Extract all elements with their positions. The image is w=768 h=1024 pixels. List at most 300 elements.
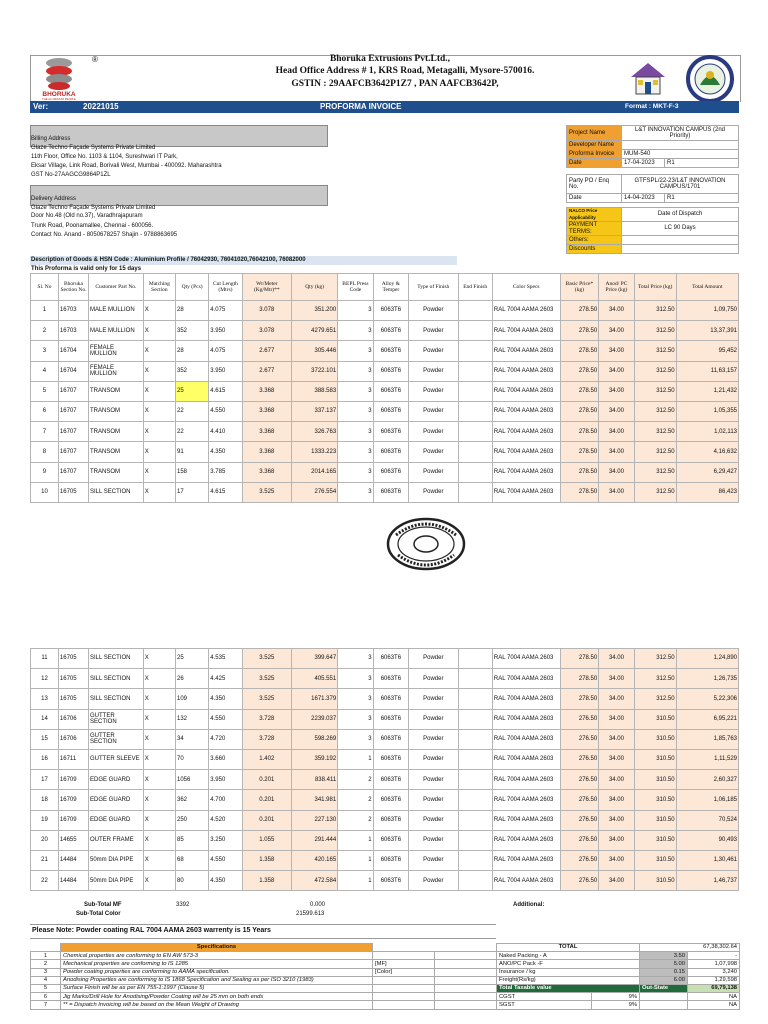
cell-color-specs: RAL 7004 AAMA 2603 xyxy=(492,830,560,850)
cell-basic-price: 276.50 xyxy=(560,770,599,790)
cell-qty-pcs: 26 xyxy=(176,669,209,689)
delivery-line: Door No.48 (Old no.37), Varadhrajapuram xyxy=(31,213,143,219)
cell-customer-part-no: TRANSOM xyxy=(89,442,144,462)
cell-qty-kg: 1333.223 xyxy=(292,442,338,462)
table-row xyxy=(31,381,739,401)
cell-press-code: 3 xyxy=(338,301,373,321)
cell-finish-type: Powder xyxy=(409,482,458,502)
cell-end-finish xyxy=(458,770,492,790)
outstate-label: Out-State xyxy=(640,984,688,992)
cell-section-no: 16703 xyxy=(58,321,88,341)
cell-total-price: 312.50 xyxy=(634,341,676,361)
cell-anod-pc-price: 34.00 xyxy=(599,649,634,669)
column-header-wt-per-meter: Wt/Meter (Kg/Mtr)** xyxy=(242,274,291,301)
cell-alloy-temper: 6063T6 xyxy=(373,381,408,401)
cell-wt-per-meter: 3.525 xyxy=(242,649,291,669)
cell-wt-per-meter: 1.402 xyxy=(242,749,291,769)
cell-section-no: 16705 xyxy=(58,649,88,669)
spec-number: 7 xyxy=(31,1001,61,1009)
cell-finish-type: Powder xyxy=(409,649,458,669)
cell-matching-section: X xyxy=(143,810,175,830)
proforma-invoice-label: Proforma Invoice xyxy=(567,150,622,159)
cell-press-code: 1 xyxy=(338,871,373,891)
payment-terms-label: PAYMENT TERMS: xyxy=(567,222,622,236)
cell-total-price: 312.50 xyxy=(634,649,676,669)
cgst-rate: 9% xyxy=(592,993,640,1001)
cell-total-amount: 2,60,327 xyxy=(676,770,738,790)
cell-matching-section: X xyxy=(143,790,175,810)
cell-qty-kg: 227.130 xyxy=(292,810,338,830)
cell-qty-kg: 838.411 xyxy=(292,770,338,790)
cell-section-no: 16705 xyxy=(58,669,88,689)
cell-anod-pc-price: 34.00 xyxy=(599,482,634,502)
cell-customer-part-no: SILL SECTION xyxy=(89,482,144,502)
cell-section-no: 16704 xyxy=(58,341,88,361)
cell-qty-kg: 291.444 xyxy=(292,830,338,850)
cell-basic-price: 278.50 xyxy=(560,462,599,482)
cell-finish-type: Powder xyxy=(409,709,458,729)
cell-finish-type: Powder xyxy=(409,790,458,810)
cell-basic-price: 278.50 xyxy=(560,361,599,381)
cell-color-specs: RAL 7004 AAMA 2603 xyxy=(492,361,560,381)
goods-description: Description of Goods & HSN Code : Aluminium Profile / 76042930, 76041020,76042100, 76082000 xyxy=(31,257,306,263)
items-table-part2 xyxy=(30,648,739,891)
cell-qty-kg: 2014.165 xyxy=(292,462,338,482)
cell-wt-per-meter: 3.368 xyxy=(242,401,291,421)
column-header-end-finish: End Finish xyxy=(458,274,492,301)
charge-label: Naked Packing - A xyxy=(497,952,640,960)
cell-alloy-temper: 6063T6 xyxy=(373,689,408,709)
cell-total-amount: 1,11,529 xyxy=(676,749,738,769)
spec-text: Anodising Properties are conforming to IS 1868 Specification and Sealing as per ISO 3210 (1983) xyxy=(61,976,373,984)
column-header-basic-price: Basic Price* (kg) xyxy=(560,274,599,301)
cell-matching-section: X xyxy=(143,341,175,361)
cell-basic-price: 278.50 xyxy=(560,442,599,462)
cell-matching-section: X xyxy=(143,871,175,891)
delivery-line: Trunk Road, Poonamallee, Chennai - 600056. xyxy=(31,223,154,229)
table-row xyxy=(31,810,739,830)
logo-tagline: THE ALUMINIUM PEOPLE xyxy=(42,97,76,101)
cell-total-amount: 86,423 xyxy=(676,482,738,502)
cell-cut-length: 4.550 xyxy=(209,401,242,421)
specifications-table xyxy=(30,943,497,1010)
cell-press-code: 1 xyxy=(338,850,373,870)
cell-cut-length: 3.250 xyxy=(209,830,242,850)
cell-end-finish xyxy=(458,321,492,341)
cell-qty-pcs: 22 xyxy=(176,422,209,442)
cell-section-no: 16706 xyxy=(58,709,88,729)
cell-matching-section: X xyxy=(143,850,175,870)
cell-color-specs: RAL 7004 AAMA 2603 xyxy=(492,442,560,462)
cell-wt-per-meter: 2.677 xyxy=(242,361,291,381)
cell-total-amount: 1,21,432 xyxy=(676,381,738,401)
cell-customer-part-no: TRANSOM xyxy=(89,462,144,482)
cgst-label: CGST xyxy=(497,993,592,1001)
cell-customer-part-no: 50mm DIA PIPE xyxy=(89,871,144,891)
cell-press-code: 3 xyxy=(338,401,373,421)
company-name: Bhoruka Extrusions Pvt.Ltd., xyxy=(329,54,451,64)
column-header-sl-no: Sl. No xyxy=(31,274,59,301)
billing-line: Eksar Village, Link Road, Borivali West, Mumbai - 400092. Maharashtra xyxy=(31,163,222,169)
cell-wt-per-meter: 3.078 xyxy=(242,301,291,321)
table-row xyxy=(31,482,739,502)
cell-alloy-temper: 6063T6 xyxy=(373,790,408,810)
cell-wt-per-meter: 0.201 xyxy=(242,790,291,810)
spec-text: Jig Marks/Drill Hole for Anodising/Powder Coating will be 25 mm on both ends xyxy=(61,993,373,1001)
cell-end-finish xyxy=(458,341,492,361)
cell-cut-length: 4.425 xyxy=(209,669,242,689)
taxable-label: Total Taxable value xyxy=(497,984,640,992)
cell-basic-price: 276.50 xyxy=(560,709,599,729)
invoice-date-value: 17-04-2023 xyxy=(622,159,665,168)
cell-cut-length: 3.785 xyxy=(209,462,242,482)
cell-alloy-temper: 6063T6 xyxy=(373,321,408,341)
cell-matching-section: X xyxy=(143,669,175,689)
version-value: 20221015 xyxy=(83,102,119,111)
invoice-title-bar xyxy=(30,101,739,113)
cell-total-amount: 11,63,157 xyxy=(676,361,738,381)
cell-anod-pc-price: 34.00 xyxy=(599,689,634,709)
cell-anod-pc-price: 34.00 xyxy=(599,321,634,341)
cell-basic-price: 278.50 xyxy=(560,341,599,361)
cell-customer-part-no: TRANSOM xyxy=(89,381,144,401)
cell-color-specs: RAL 7004 AAMA 2603 xyxy=(492,381,560,401)
cell-customer-part-no: GUTTER SLEEVE xyxy=(89,749,144,769)
cell-finish-type: Powder xyxy=(409,422,458,442)
cell-total-price: 312.50 xyxy=(634,321,676,341)
cell-wt-per-meter: 0.201 xyxy=(242,810,291,830)
cell-press-code: 3 xyxy=(338,321,373,341)
cell-qty-pcs: 1056 xyxy=(176,770,209,790)
cell-qty-pcs: 158 xyxy=(176,462,209,482)
cell-total-amount: 4,16,632 xyxy=(676,442,738,462)
cell-alloy-temper: 6063T6 xyxy=(373,749,408,769)
table-row xyxy=(31,749,739,769)
cell-anod-pc-price: 34.00 xyxy=(599,462,634,482)
company-stamp xyxy=(384,515,468,573)
cell-color-specs: RAL 7004 AAMA 2603 xyxy=(492,871,560,891)
cell-qty-kg: 2239.037 xyxy=(292,709,338,729)
table-row xyxy=(31,321,739,341)
cell-section-no: 14655 xyxy=(58,830,88,850)
cell-qty-kg: 305.446 xyxy=(292,341,338,361)
cell-total-price: 312.50 xyxy=(634,669,676,689)
cell-wt-per-meter: 0.201 xyxy=(242,770,291,790)
cell-alloy-temper: 6063T6 xyxy=(373,462,408,482)
cell-total-price: 312.50 xyxy=(634,422,676,442)
table-row xyxy=(31,422,739,442)
cell-customer-part-no: GUTTER SECTION xyxy=(89,709,144,729)
cell-anod-pc-price: 34.00 xyxy=(599,361,634,381)
cell-matching-section: X xyxy=(143,729,175,749)
cell-anod-pc-price: 34.00 xyxy=(599,871,634,891)
cell-end-finish xyxy=(458,301,492,321)
cell-press-code: 3 xyxy=(338,361,373,381)
cell-sl-no: 6 xyxy=(31,401,59,421)
cell-sl-no: 12 xyxy=(31,669,59,689)
cell-cut-length: 3.950 xyxy=(209,321,242,341)
spec-text: ** = Dispatch Invoicing will be based on the Mean Weight of Drawing xyxy=(61,1001,373,1009)
billing-address-title: Billing Address xyxy=(31,136,71,142)
additional-label: Additional: xyxy=(513,902,545,908)
cell-cut-length: 4.550 xyxy=(209,850,242,870)
cell-press-code: 3 xyxy=(338,729,373,749)
cell-anod-pc-price: 34.00 xyxy=(599,341,634,361)
cell-customer-part-no: 50mm DIA PIPE xyxy=(89,850,144,870)
project-info-table xyxy=(566,125,739,254)
cell-anod-pc-price: 34.00 xyxy=(599,301,634,321)
cell-total-price: 310.50 xyxy=(634,729,676,749)
cell-color-specs: RAL 7004 AAMA 2603 xyxy=(492,689,560,709)
house-emblem-icon xyxy=(628,60,668,100)
cell-wt-per-meter: 3.078 xyxy=(242,321,291,341)
cell-color-specs: RAL 7004 AAMA 2603 xyxy=(492,422,560,442)
total-value: 67,38,302.64 xyxy=(640,944,740,952)
cell-finish-type: Powder xyxy=(409,850,458,870)
cell-total-price: 312.50 xyxy=(634,301,676,321)
cell-total-price: 310.50 xyxy=(634,749,676,769)
cell-alloy-temper: 6063T6 xyxy=(373,729,408,749)
cell-color-specs: RAL 7004 AAMA 2603 xyxy=(492,649,560,669)
cell-sl-no: 20 xyxy=(31,830,59,850)
cell-alloy-temper: 6063T6 xyxy=(373,482,408,502)
cell-qty-kg: 337.137 xyxy=(292,401,338,421)
color-tag: [Color] xyxy=(373,968,435,976)
cell-matching-section: X xyxy=(143,422,175,442)
cell-section-no: 16707 xyxy=(58,381,88,401)
cell-qty-pcs: 362 xyxy=(176,790,209,810)
cell-section-no: 16707 xyxy=(58,442,88,462)
cell-press-code: 3 xyxy=(338,442,373,462)
cell-end-finish xyxy=(458,381,492,401)
cell-basic-price: 278.50 xyxy=(560,422,599,442)
cell-cut-length: 4.520 xyxy=(209,810,242,830)
cell-qty-pcs: 25 xyxy=(176,381,209,401)
cell-total-price: 312.50 xyxy=(634,381,676,401)
spec-number: 1 xyxy=(31,952,61,960)
cell-anod-pc-price: 34.00 xyxy=(599,830,634,850)
cell-press-code: 3 xyxy=(338,689,373,709)
cell-matching-section: X xyxy=(143,301,175,321)
cell-cut-length: 3.660 xyxy=(209,749,242,769)
table-row xyxy=(31,830,739,850)
spec-number: 4 xyxy=(31,976,61,984)
table-row xyxy=(31,341,739,361)
billing-address-header xyxy=(30,125,328,147)
cell-alloy-temper: 6063T6 xyxy=(373,401,408,421)
cell-cut-length: 4.075 xyxy=(209,301,242,321)
company-gstin: GSTIN : 29AAFCB3642P1Z7 , PAN AAFCB3642P, xyxy=(291,79,499,89)
cell-alloy-temper: 6063T6 xyxy=(373,810,408,830)
cell-color-specs: RAL 7004 AAMA 2603 xyxy=(492,709,560,729)
cell-anod-pc-price: 34.00 xyxy=(599,401,634,421)
cell-total-amount: 1,46,737 xyxy=(676,871,738,891)
cell-customer-part-no: SILL SECTION xyxy=(89,689,144,709)
subtotal-mf-kg: 0.000 xyxy=(310,902,326,908)
cell-cut-length: 4.535 xyxy=(209,649,242,669)
cell-total-price: 312.50 xyxy=(634,482,676,502)
cell-qty-pcs: 352 xyxy=(176,361,209,381)
cell-alloy-temper: 6063T6 xyxy=(373,442,408,462)
table-row xyxy=(31,361,739,381)
cell-finish-type: Powder xyxy=(409,689,458,709)
cell-sl-no: 19 xyxy=(31,810,59,830)
cell-qty-pcs: 91 xyxy=(176,442,209,462)
cell-sl-no: 2 xyxy=(31,321,59,341)
cell-total-price: 312.50 xyxy=(634,462,676,482)
cell-section-no: 16705 xyxy=(58,689,88,709)
column-header-anod-pc-price: Anod/ PC Price (kg) xyxy=(599,274,634,301)
cell-alloy-temper: 6063T6 xyxy=(373,871,408,891)
cell-total-amount: 1,06,185 xyxy=(676,790,738,810)
cell-basic-price: 278.50 xyxy=(560,669,599,689)
cell-basic-price: 276.50 xyxy=(560,749,599,769)
cell-press-code: 3 xyxy=(338,462,373,482)
sgst-label: SGST xyxy=(497,1001,592,1009)
cell-anod-pc-price: 34.00 xyxy=(599,422,634,442)
cell-press-code: 3 xyxy=(338,341,373,361)
spec-text: Surface Finish will be as per EN 755-1:1997 (Clause 5) xyxy=(61,984,373,992)
cell-end-finish xyxy=(458,669,492,689)
charge-rate: 5.00 xyxy=(640,960,688,968)
table-row xyxy=(31,729,739,749)
spec-number: 6 xyxy=(31,993,61,1001)
cell-end-finish xyxy=(458,482,492,502)
cell-anod-pc-price: 34.00 xyxy=(599,850,634,870)
cell-color-specs: RAL 7004 AAMA 2603 xyxy=(492,810,560,830)
cell-color-specs: RAL 7004 AAMA 2603 xyxy=(492,482,560,502)
cell-cut-length: 4.615 xyxy=(209,381,242,401)
cell-sl-no: 21 xyxy=(31,850,59,870)
cell-matching-section: X xyxy=(143,361,175,381)
discounts-label: Discounts xyxy=(567,245,622,254)
table-row xyxy=(31,709,739,729)
cell-finish-type: Powder xyxy=(409,729,458,749)
cell-end-finish xyxy=(458,462,492,482)
charge-rate: 3.50 xyxy=(640,952,688,960)
table-row xyxy=(31,850,739,870)
subtotal-color-kg: 21599.613 xyxy=(296,911,325,917)
payment-terms-value: LC 90 Days xyxy=(622,222,739,236)
cell-total-price: 310.50 xyxy=(634,850,676,870)
table-row xyxy=(31,462,739,482)
totals-table xyxy=(496,943,740,1010)
cell-qty-pcs: 28 xyxy=(176,301,209,321)
cell-customer-part-no: OUTER FRAME xyxy=(89,830,144,850)
cell-total-amount: 1,85,763 xyxy=(676,729,738,749)
cell-total-price: 310.50 xyxy=(634,770,676,790)
cell-alloy-temper: 6063T6 xyxy=(373,770,408,790)
cell-wt-per-meter: 3.525 xyxy=(242,482,291,502)
cell-finish-type: Powder xyxy=(409,381,458,401)
cell-finish-type: Powder xyxy=(409,442,458,462)
table-row xyxy=(31,871,739,891)
cell-sl-no: 4 xyxy=(31,361,59,381)
cell-sl-no: 11 xyxy=(31,649,59,669)
cell-sl-no: 9 xyxy=(31,462,59,482)
cell-sl-no: 10 xyxy=(31,482,59,502)
cell-qty-kg: 1671.379 xyxy=(292,689,338,709)
cell-qty-pcs: 352 xyxy=(176,321,209,341)
cell-matching-section: X xyxy=(143,749,175,769)
nalco-label: NALCO Price Applicability xyxy=(567,208,622,222)
cell-matching-section: X xyxy=(143,321,175,341)
table-row xyxy=(31,770,739,790)
column-header-total-amount: Total Amount xyxy=(676,274,738,301)
cell-total-price: 310.50 xyxy=(634,810,676,830)
cell-alloy-temper: 6063T6 xyxy=(373,301,408,321)
cell-qty-kg: 359.192 xyxy=(292,749,338,769)
charge-amount: 1,29,598 xyxy=(688,976,740,984)
cell-press-code: 1 xyxy=(338,830,373,850)
cell-anod-pc-price: 34.00 xyxy=(599,749,634,769)
cell-total-amount: 6,95,221 xyxy=(676,709,738,729)
cell-section-no: 16709 xyxy=(58,770,88,790)
billing-line: Glaze Techno Façade Systems Private Limited xyxy=(31,145,156,151)
cell-total-amount: 1,26,735 xyxy=(676,669,738,689)
cell-finish-type: Powder xyxy=(409,669,458,689)
cell-sl-no: 13 xyxy=(31,689,59,709)
cell-cut-length: 4.615 xyxy=(209,482,242,502)
cell-wt-per-meter: 3.728 xyxy=(242,709,291,729)
mf-tag: [MF] xyxy=(373,960,435,968)
column-header-matching-section: Matching Section xyxy=(143,274,175,301)
charge-amount: 3,240 xyxy=(688,968,740,976)
column-header-color-specs: Color Specs xyxy=(492,274,560,301)
cell-qty-kg: 326.763 xyxy=(292,422,338,442)
cell-color-specs: RAL 7004 AAMA 2603 xyxy=(492,770,560,790)
project-name-value: L&T INNOVATION CAMPUS (2nd Priority) xyxy=(622,126,739,141)
cell-color-specs: RAL 7004 AAMA 2603 xyxy=(492,790,560,810)
cell-customer-part-no: FEMALE MULLION xyxy=(89,361,144,381)
cell-total-amount: 13,37,391 xyxy=(676,321,738,341)
cell-anod-pc-price: 34.00 xyxy=(599,729,634,749)
cell-cut-length: 4.550 xyxy=(209,709,242,729)
total-label: TOTAL xyxy=(497,944,640,952)
cell-end-finish xyxy=(458,442,492,462)
cell-press-code: 3 xyxy=(338,482,373,502)
cell-alloy-temper: 6063T6 xyxy=(373,422,408,442)
cell-section-no: 16707 xyxy=(58,401,88,421)
cell-total-amount: 1,05,355 xyxy=(676,401,738,421)
cell-finish-type: Powder xyxy=(409,749,458,769)
column-header-press-code: BEPL Press Code xyxy=(338,274,373,301)
cell-qty-kg: 405.551 xyxy=(292,669,338,689)
cell-finish-type: Powder xyxy=(409,770,458,790)
column-header-total-price: Total Price (kg) xyxy=(634,274,676,301)
cell-sl-no: 18 xyxy=(31,790,59,810)
cell-finish-type: Powder xyxy=(409,321,458,341)
cell-matching-section: X xyxy=(143,442,175,462)
delivery-line: Contact No. Anand - 8050678257 Shajin - 9788863695 xyxy=(31,232,178,238)
specifications-header: Specifications xyxy=(61,944,373,952)
cell-total-amount: 5,22,306 xyxy=(676,689,738,709)
cell-basic-price: 276.50 xyxy=(560,850,599,870)
cell-alloy-temper: 6063T6 xyxy=(373,830,408,850)
cell-sl-no: 1 xyxy=(31,301,59,321)
cell-customer-part-no: SILL SECTION xyxy=(89,649,144,669)
cell-matching-section: X xyxy=(143,830,175,850)
cell-section-no: 16711 xyxy=(58,749,88,769)
cell-wt-per-meter: 3.368 xyxy=(242,442,291,462)
cell-cut-length: 4.700 xyxy=(209,790,242,810)
cell-basic-price: 276.50 xyxy=(560,810,599,830)
cell-finish-type: Powder xyxy=(409,810,458,830)
charge-label: Freight(Rs/kg) xyxy=(497,976,640,984)
table-row xyxy=(31,689,739,709)
cell-qty-pcs: 250 xyxy=(176,810,209,830)
cell-qty-kg: 598.269 xyxy=(292,729,338,749)
